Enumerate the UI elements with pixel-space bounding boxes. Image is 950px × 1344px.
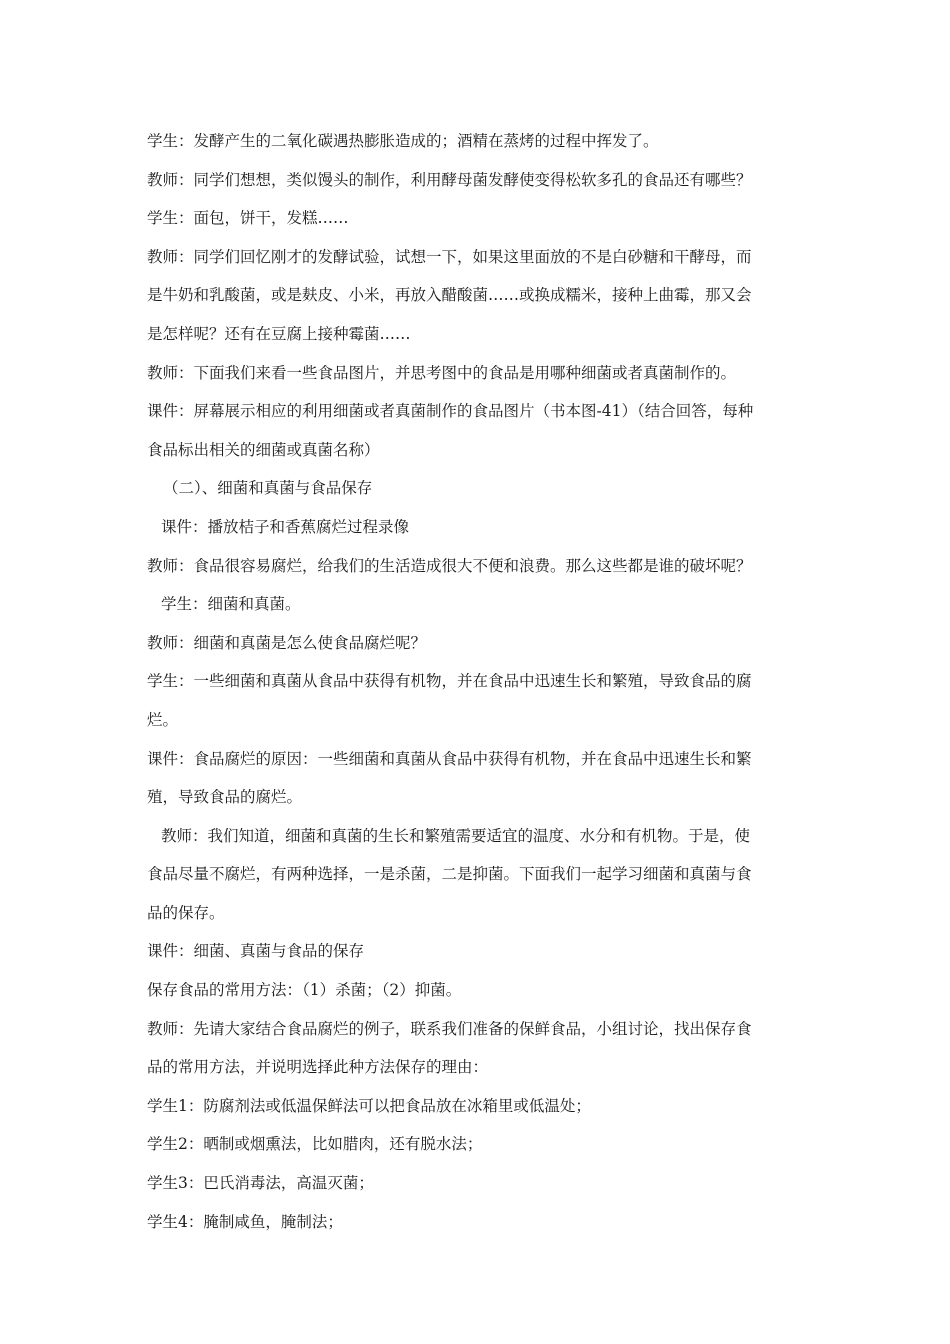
paragraph-line: 学生3：巴氏消毒法，高温灭菌； xyxy=(147,1174,374,1193)
paragraph-line: 教师：细菌和真菌是怎么使食品腐烂呢？ xyxy=(147,633,427,652)
paragraph-line: 烂。 xyxy=(147,710,179,729)
paragraph-line: 课件：播放桔子和香蕉腐烂过程录像 xyxy=(161,517,410,536)
paragraph-line: 保存食品的常用方法：（1）杀菌；（2）抑菌。 xyxy=(147,981,462,1000)
paragraph-line: 教师：同学们想想，类似馒头的制作，利用酵母菌发酵使变得松软多孔的食品还有哪些？ xyxy=(147,170,752,189)
paragraph-line: 课件：屏幕展示相应的利用细菌或者真菌制作的食品图片（书本图-41）（结合回答，每种 xyxy=(147,402,754,421)
paragraph-line: 学生1：防腐剂法或低温保鲜法可以把食品放在冰箱里或低温处； xyxy=(147,1096,591,1115)
paragraph-line: 教师：先请大家结合食品腐烂的例子，联系我们准备的保鲜食品，小组讨论，找出保存食 xyxy=(147,1019,752,1038)
paragraph-line: 学生2：晒制或烟熏法，比如腊肉，还有脱水法； xyxy=(147,1135,483,1154)
paragraph-line: 食品尽量不腐烂，有两种选择，一是杀菌，二是抑菌。下面我们一起学习细菌和真菌与食 xyxy=(147,865,752,884)
paragraph-line: 课件：食品腐烂的原因：一些细菌和真菌从食品中获得有机物，并在食品中迅速生长和繁 xyxy=(147,749,752,768)
section-heading: （二）、细菌和真菌与食品保存 xyxy=(163,479,373,498)
paragraph-line: 殖，导致食品的腐烂。 xyxy=(147,788,303,807)
paragraph-line: 学生：面包，饼干，发糕…… xyxy=(147,209,349,228)
paragraph-line: 品的保存。 xyxy=(147,903,225,922)
paragraph-line: 学生：细菌和真菌。 xyxy=(161,595,301,614)
paragraph-line: 是牛奶和乳酸菌，或是麸皮、小米，再放入醋酸菌……或换成糯米，接种上曲霉，那又会 xyxy=(147,286,752,305)
paragraph-line: 学生4：腌制咸鱼，腌制法； xyxy=(147,1212,343,1231)
paragraph-line: 课件：细菌、真菌与食品的保存 xyxy=(147,942,365,961)
paragraph-line: 学生：发酵产生的二氧化碳遇热膨胀造成的；酒精在蒸烤的过程中挥发了。 xyxy=(147,132,659,150)
document-page xyxy=(147,122,811,1241)
paragraph-line: 教师：下面我们来看一些食品图片，并思考图中的食品是用哪种细菌或者真菌制作的。 xyxy=(147,363,737,382)
paragraph-line: 教师：同学们回忆刚才的发酵试验，试想一下，如果这里面放的不是白砂糖和干酵母，而 xyxy=(147,247,752,266)
paragraph-line: 是怎样呢？还有在豆腐上接种霉菌…… xyxy=(147,324,411,343)
paragraph-line: 教师：食品很容易腐烂，给我们的生活造成很大不便和浪费。那么这些都是谁的破坏呢？ xyxy=(147,556,752,575)
paragraph-line: 食品标出相关的细菌或真菌名称） xyxy=(147,440,380,459)
paragraph-line: 品的常用方法，并说明选择此种方法保存的理由： xyxy=(147,1058,489,1077)
paragraph-line: 教师：我们知道，细菌和真菌的生长和繁殖需要适宜的温度、水分和有机物。于是，使 xyxy=(161,826,751,845)
paragraph-line: 学生：一些细菌和真菌从食品中获得有机物，并在食品中迅速生长和繁殖，导致食品的腐 xyxy=(147,672,752,691)
